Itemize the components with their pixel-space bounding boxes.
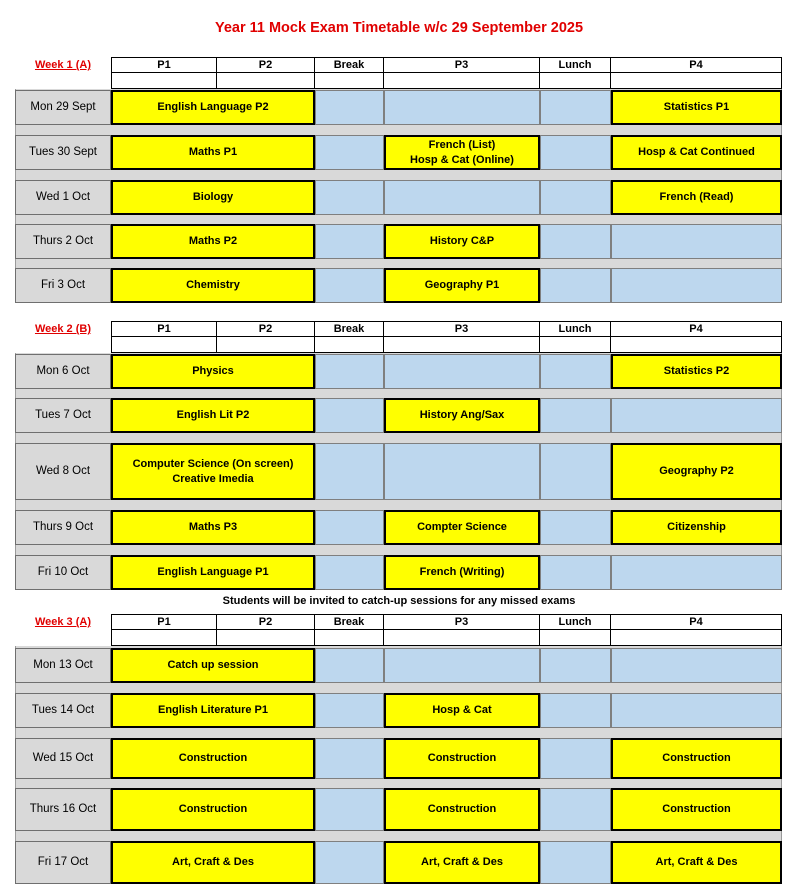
exam-p1-p2 (111, 135, 315, 170)
exam-p3-text: Construction (427, 752, 497, 765)
header-break-text: Break (333, 58, 365, 71)
lunch-slot (540, 841, 611, 884)
exam-p3-text: Hosp & Cat (432, 704, 492, 717)
header-p4-text: P4 (689, 615, 703, 628)
exam-p4-text: Construction (662, 752, 731, 765)
day-label-text: Mon 6 Oct (36, 364, 90, 377)
exam-p1-p2-text: Physics (192, 365, 234, 378)
exam-p1-p2 (111, 648, 315, 683)
break-slot (315, 443, 384, 500)
header-p1-text: P1 (157, 322, 171, 335)
header-blank (383, 336, 540, 353)
header-lunch-text: Lunch (558, 322, 592, 335)
lunch-slot (540, 268, 611, 303)
header-blank (610, 629, 782, 646)
header-lunch (539, 614, 611, 630)
exam-p3 (384, 841, 540, 884)
day-label-text: Tues 30 Sept (29, 145, 97, 158)
exam-p3-text: History C&P (429, 235, 495, 248)
exam-p3 (384, 224, 540, 259)
break-slot (315, 135, 384, 170)
header-p3 (383, 321, 540, 337)
exam-p1-p2-text: Chemistry (186, 279, 240, 292)
exam-p4 (611, 90, 782, 125)
exam-p4-text: Hosp & Cat Continued (638, 146, 755, 159)
exam-p1-p2 (111, 738, 315, 779)
header-blank (216, 336, 315, 353)
day-label (15, 443, 111, 500)
header-p3-text: P3 (454, 322, 469, 335)
free-p3 (384, 354, 540, 389)
exam-p1-p2 (111, 398, 315, 433)
row-separator (15, 389, 782, 398)
header-p1-text: P1 (157, 615, 171, 628)
row-separator (15, 170, 782, 180)
header-break (314, 614, 384, 630)
exam-p4-text: Construction (662, 803, 731, 816)
row-separator (15, 831, 782, 841)
break-slot (315, 841, 384, 884)
lunch-slot (540, 648, 611, 683)
lunch-slot (540, 398, 611, 433)
exam-p3-text: French (List) Hosp & Cat (Online) (410, 138, 514, 166)
header-break (314, 321, 384, 337)
free-p3 (384, 648, 540, 683)
break-slot (315, 648, 384, 683)
header-blank (539, 629, 611, 646)
day-label (15, 135, 111, 170)
header-p4 (610, 321, 782, 337)
header-p2-text: P2 (258, 615, 273, 628)
header-blank (610, 336, 782, 353)
day-label (15, 788, 111, 831)
header-break-text: Break (333, 322, 365, 335)
header-blank (539, 336, 611, 353)
day-label (15, 693, 111, 728)
exam-p3 (384, 693, 540, 728)
header-blank (383, 629, 540, 646)
row-separator (15, 545, 782, 555)
exam-p1-p2-text: Catch up session (167, 659, 259, 672)
day-label (15, 841, 111, 884)
header-blank (111, 629, 217, 646)
header-p3-text: P3 (454, 615, 469, 628)
exam-p3-text: Construction (427, 803, 497, 816)
header-blank (216, 72, 315, 89)
day-label (15, 90, 111, 125)
day-label (15, 648, 111, 683)
header-p3 (383, 614, 540, 630)
row-separator (15, 728, 782, 738)
exam-p1-p2-text: English Language P1 (157, 566, 269, 579)
day-label (15, 224, 111, 259)
header-p2 (216, 614, 315, 630)
exam-p4-text: Statistics P2 (663, 365, 730, 378)
day-label-text: Fri 17 Oct (37, 855, 89, 868)
exam-p1-p2 (111, 788, 315, 831)
row-separator (15, 779, 782, 788)
day-label-text: Thurs 2 Oct (32, 234, 94, 247)
exam-p1-p2 (111, 555, 315, 590)
break-slot (315, 555, 384, 590)
exam-p4-text: Art, Craft & Des (655, 856, 738, 869)
exam-p1-p2-text: Maths P3 (188, 521, 238, 534)
day-label-text: Mon 29 Sept (30, 100, 96, 113)
exam-p3 (384, 510, 540, 545)
day-label-text: Wed 1 Oct (35, 190, 91, 203)
free-p4 (611, 224, 782, 259)
week-label: Week 3 (A) (34, 616, 92, 628)
exam-p4 (611, 788, 782, 831)
header-blank (111, 72, 217, 89)
free-p4 (611, 555, 782, 590)
header-p2-text: P2 (258, 322, 273, 335)
exam-p1-p2-text: English Lit P2 (176, 409, 250, 422)
row-separator (15, 433, 782, 443)
lunch-slot (540, 788, 611, 831)
exam-p1-p2-text: Computer Science (On screen) Creative Imedia (132, 457, 294, 485)
break-slot (315, 354, 384, 389)
exam-p4 (611, 180, 782, 215)
exam-p1-p2 (111, 354, 315, 389)
page-title: Year 11 Mock Exam Timetable w/c 29 September 2025 (214, 20, 584, 36)
exam-p4-text: French (Read) (659, 191, 734, 204)
lunch-slot (540, 180, 611, 215)
header-blank (314, 336, 384, 353)
header-lunch-text: Lunch (558, 615, 592, 628)
day-label-text: Wed 15 Oct (32, 751, 94, 764)
exam-p4 (611, 443, 782, 500)
free-p4 (611, 268, 782, 303)
header-p3 (383, 57, 540, 73)
day-label (15, 354, 111, 389)
exam-p4 (611, 135, 782, 170)
break-slot (315, 738, 384, 779)
free-p3 (384, 180, 540, 215)
row-separator (15, 500, 782, 510)
exam-p3 (384, 398, 540, 433)
exam-p4 (611, 738, 782, 779)
row-separator (15, 259, 782, 268)
free-p3 (384, 443, 540, 500)
exam-p1-p2 (111, 693, 315, 728)
day-label (15, 555, 111, 590)
header-blank (383, 72, 540, 89)
exam-p1-p2-text: English Literature P1 (157, 704, 269, 717)
exam-p1-p2-text: Maths P2 (188, 235, 238, 248)
day-label-text: Thurs 9 Oct (32, 520, 94, 533)
exam-p3-text: French (Writing) (419, 566, 505, 579)
break-slot (315, 788, 384, 831)
day-label-text: Fri 3 Oct (40, 278, 86, 291)
exam-p1-p2-text: Maths P1 (188, 146, 238, 159)
header-p1 (111, 321, 217, 337)
day-label-text: Fri 10 Oct (37, 565, 89, 578)
break-slot (315, 90, 384, 125)
free-p4 (611, 693, 782, 728)
header-p2-text: P2 (258, 58, 273, 71)
week-label: Week 1 (A) (34, 59, 92, 71)
exam-p1-p2 (111, 90, 315, 125)
exam-p1-p2-text: Biology (192, 191, 234, 204)
exam-p1-p2 (111, 510, 315, 545)
header-blank (314, 629, 384, 646)
exam-p4 (611, 354, 782, 389)
exam-p1-p2-text: Art, Craft & Des (172, 856, 254, 869)
day-label-text: Wed 8 Oct (35, 464, 91, 477)
day-label (15, 510, 111, 545)
lunch-slot (540, 443, 611, 500)
exam-p3 (384, 788, 540, 831)
exam-p3-text: Geography P1 (424, 279, 500, 292)
header-blank (539, 72, 611, 89)
day-label (15, 180, 111, 215)
header-p4 (610, 614, 782, 630)
header-break-text: Break (333, 615, 365, 628)
exam-p3-text: History Ang/Sax (419, 409, 505, 422)
header-p3-text: P3 (454, 58, 469, 71)
header-blank (216, 629, 315, 646)
header-lunch (539, 57, 611, 73)
header-break (314, 57, 384, 73)
header-p1 (111, 57, 217, 73)
lunch-slot (540, 693, 611, 728)
header-lunch-text: Lunch (558, 58, 592, 71)
break-slot (315, 224, 384, 259)
exam-p3-text: Art, Craft & Des (421, 856, 503, 869)
break-slot (315, 693, 384, 728)
header-p4-text: P4 (689, 322, 703, 335)
free-p4 (611, 648, 782, 683)
free-p3 (384, 90, 540, 125)
exam-p1-p2 (111, 224, 315, 259)
exam-p3 (384, 135, 540, 170)
catch-up-note: Students will be invited to catch-up sessions for any missed exams (222, 595, 576, 607)
exam-p3-text: Compter Science (417, 521, 507, 534)
day-label-text: Tues 14 Oct (31, 703, 95, 716)
lunch-slot (540, 224, 611, 259)
break-slot (315, 268, 384, 303)
day-label (15, 398, 111, 433)
exam-p4-text: Geography P2 (659, 465, 734, 478)
exam-p1-p2 (111, 841, 315, 884)
header-p1 (111, 614, 217, 630)
break-slot (315, 398, 384, 433)
exam-p1-p2 (111, 443, 315, 500)
header-p4-text: P4 (689, 58, 703, 71)
header-lunch (539, 321, 611, 337)
row-separator (15, 683, 782, 693)
free-p4 (611, 398, 782, 433)
day-label-text: Tues 7 Oct (35, 408, 91, 421)
lunch-slot (540, 354, 611, 389)
break-slot (315, 510, 384, 545)
exam-p1-p2 (111, 180, 315, 215)
lunch-slot (540, 738, 611, 779)
header-blank (610, 72, 782, 89)
exam-p1-p2 (111, 268, 315, 303)
lunch-slot (540, 510, 611, 545)
header-p4 (610, 57, 782, 73)
header-p2 (216, 57, 315, 73)
day-label (15, 268, 111, 303)
header-p2 (216, 321, 315, 337)
exam-p1-p2-text: Construction (178, 803, 248, 816)
day-label (15, 738, 111, 779)
exam-p3 (384, 268, 540, 303)
exam-p1-p2-text: Construction (178, 752, 248, 765)
week-label: Week 2 (B) (34, 323, 92, 335)
exam-p1-p2-text: English Language P2 (157, 101, 269, 114)
exam-p4-text: Citizenship (667, 521, 726, 534)
lunch-slot (540, 90, 611, 125)
row-separator (15, 215, 782, 224)
header-p1-text: P1 (157, 58, 171, 71)
exam-p3 (384, 555, 540, 590)
exam-p3 (384, 738, 540, 779)
day-label-text: Thurs 16 Oct (29, 802, 97, 815)
break-slot (315, 180, 384, 215)
exam-p4 (611, 510, 782, 545)
lunch-slot (540, 135, 611, 170)
exam-p4 (611, 841, 782, 884)
exam-p4-text: Statistics P1 (663, 101, 730, 114)
header-blank (111, 336, 217, 353)
row-separator (15, 125, 782, 135)
header-blank (314, 72, 384, 89)
day-label-text: Mon 13 Oct (33, 658, 93, 671)
lunch-slot (540, 555, 611, 590)
